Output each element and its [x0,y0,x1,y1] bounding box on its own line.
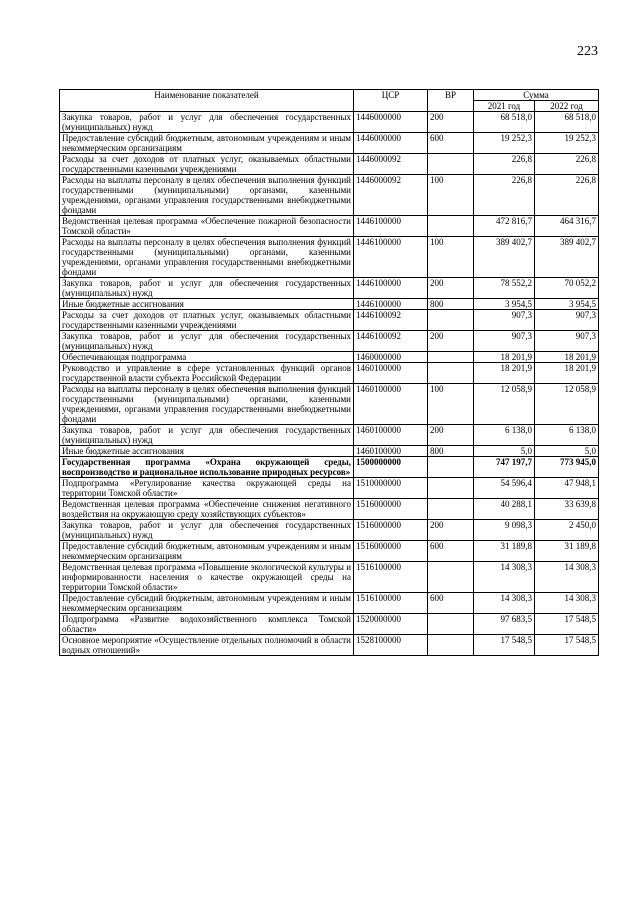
row-sum-2021: 12 058,9 [474,384,535,425]
row-vr [428,614,474,635]
row-vr [428,216,474,237]
row-vr [428,154,474,175]
row-vr: 600 [428,593,474,614]
table-row [60,635,599,656]
row-sum-2022: 18 201,9 [535,352,599,363]
row-sum-2021: 5,0 [474,446,535,457]
table-row [60,363,599,384]
row-sum-2022: 907,3 [535,310,599,331]
row-vr: 200 [428,278,474,299]
row-sum-2021: 747 197,7 [474,457,535,478]
table-row [60,133,599,154]
row-vr: 600 [428,541,474,562]
row-name: Закупка товаров, работ и услуг для обеспечения государственных (муниципальных) нужд [60,520,354,541]
row-csr: 1516000000 [354,520,428,541]
row-vr: 600 [428,133,474,154]
header-name: Наименование показателей [60,90,354,112]
row-csr: 1516000000 [354,499,428,520]
row-name: Предоставление субсидий бюджетным, автономным учреждениям и иным некоммерческим организациям [60,133,354,154]
row-csr: 1446100000 [354,299,428,310]
row-sum-2022: 33 639,8 [535,499,599,520]
row-sum-2021: 78 552,2 [474,278,535,299]
row-sum-2022: 226,8 [535,175,599,216]
row-sum-2022: 68 518,0 [535,112,599,133]
table-row [60,310,599,331]
row-csr: 1446100000 [354,216,428,237]
row-csr: 1446100000 [354,278,428,299]
table-body [60,112,599,656]
row-csr: 1460100000 [354,363,428,384]
row-name: Подпрограмма «Развитие водохозяйственного комплекса Томской области» [60,614,354,635]
row-sum-2021: 18 201,9 [474,363,535,384]
row-sum-2021: 14 308,3 [474,593,535,614]
row-csr: 1446000000 [354,112,428,133]
row-sum-2022: 14 308,3 [535,562,599,593]
row-sum-2022: 19 252,3 [535,133,599,154]
row-csr: 1446100092 [354,331,428,352]
row-sum-2022: 226,8 [535,154,599,175]
row-vr [428,635,474,656]
row-sum-2022: 17 548,5 [535,614,599,635]
header-row [60,90,599,101]
row-name: Обеспечивающая подпрограмма [60,352,354,363]
table-row [60,478,599,499]
budget-table [59,89,599,656]
row-sum-2021: 40 288,1 [474,499,535,520]
table-row [60,216,599,237]
row-sum-2021: 907,3 [474,310,535,331]
row-sum-2022: 773 945,0 [535,457,599,478]
row-vr [428,310,474,331]
row-sum-2022: 6 138,0 [535,425,599,446]
row-sum-2021: 18 201,9 [474,352,535,363]
row-csr: 1520000000 [354,614,428,635]
row-name: Основное мероприятие «Осуществление отдельных полномочий в области водных отношений» [60,635,354,656]
row-name: Иные бюджетные ассигнования [60,446,354,457]
table-row [60,352,599,363]
row-sum-2022: 47 948,1 [535,478,599,499]
row-csr: 1460100000 [354,446,428,457]
row-vr: 100 [428,237,474,278]
row-sum-2021: 907,3 [474,331,535,352]
row-vr [428,352,474,363]
row-csr: 1446000000 [354,133,428,154]
header-year-2021: 2021 год [474,101,535,112]
table-row [60,446,599,457]
row-vr [428,562,474,593]
row-sum-2021: 19 252,3 [474,133,535,154]
row-name: Ведомственная целевая программа «Повышение экологической культуры и информированности населения о качестве окружающей среды на территории Томской области» [60,562,354,593]
row-vr: 100 [428,384,474,425]
row-sum-2021: 6 138,0 [474,425,535,446]
row-name: Ведомственная целевая программа «Обеспечение пожарной безопасности Томской области» [60,216,354,237]
table-row [60,562,599,593]
row-sum-2022: 18 201,9 [535,363,599,384]
row-vr [428,363,474,384]
row-csr: 1500000000 [354,457,428,478]
table-row [60,425,599,446]
header-csr: ЦСР [354,90,428,112]
row-sum-2022: 14 308,3 [535,593,599,614]
row-sum-2022: 5,0 [535,446,599,457]
row-sum-2021: 68 518,0 [474,112,535,133]
row-csr: 1446100092 [354,310,428,331]
row-sum-2022: 907,3 [535,331,599,352]
row-sum-2021: 3 954,5 [474,299,535,310]
row-sum-2022: 12 058,9 [535,384,599,425]
row-vr: 100 [428,175,474,216]
row-csr: 1460100000 [354,425,428,446]
row-name: Расходы на выплаты персоналу в целях обеспечения выполнения функций государственными (муниципальными) органами, казенными учреждениями, органами управления государственными внебюджетными фондами [60,384,354,425]
row-sum-2022: 464 316,7 [535,216,599,237]
row-sum-2022: 31 189,8 [535,541,599,562]
row-vr: 200 [428,425,474,446]
row-name: Расходы на выплаты персоналу в целях обеспечения выполнения функций государственными (муниципальными) органами, казенными учреждениями, органами управления государственными внебюджетными фондами [60,237,354,278]
row-name: Иные бюджетные ассигнования [60,299,354,310]
row-name: Расходы за счет доходов от платных услуг, оказываемых областными государственными казенными учреждениями [60,310,354,331]
row-vr: 800 [428,299,474,310]
row-vr: 200 [428,112,474,133]
row-sum-2021: 31 189,8 [474,541,535,562]
row-sum-2021: 226,8 [474,154,535,175]
table-row [60,541,599,562]
row-sum-2022: 389 402,7 [535,237,599,278]
row-name: Предоставление субсидий бюджетным, автономным учреждениям и иным некоммерческим организациям [60,593,354,614]
row-sum-2022: 3 954,5 [535,299,599,310]
row-vr [428,478,474,499]
table-row [60,384,599,425]
row-sum-2021: 14 308,3 [474,562,535,593]
table-row [60,593,599,614]
row-name: Государственная программа «Охрана окружающей среды, воспроизводство и рациональное использование природных ресурсов» [60,457,354,478]
row-csr: 1528100000 [354,635,428,656]
table-row [60,154,599,175]
row-csr: 1516100000 [354,593,428,614]
header-year-2022: 2022 год [535,101,599,112]
row-name: Подпрограмма «Регулирование качества окружающей среды на территории Томской области» [60,478,354,499]
table-row [60,614,599,635]
table-row [60,331,599,352]
row-sum-2021: 97 683,5 [474,614,535,635]
page-number: 223 [577,44,598,59]
row-vr: 200 [428,331,474,352]
table-row [60,112,599,133]
row-name: Закупка товаров, работ и услуг для обеспечения государственных (муниципальных) нужд [60,331,354,352]
row-sum-2021: 17 548,5 [474,635,535,656]
table-row [60,175,599,216]
row-name: Закупка товаров, работ и услуг для обеспечения государственных (муниципальных) нужд [60,112,354,133]
row-name: Руководство и управление в сфере установленных функций органов государственной власти субъекта Российской Федерации [60,363,354,384]
row-name: Расходы за счет доходов от платных услуг, оказываемых областными государственными казенными учреждениями [60,154,354,175]
header-sum: Сумма [474,90,599,101]
row-csr: 1446100000 [354,237,428,278]
row-sum-2021: 472 816,7 [474,216,535,237]
row-name: Расходы на выплаты персоналу в целях обеспечения выполнения функций государственными (муниципальными) органами, казенными учреждениями, органами управления государственными внебюджетными фондами [60,175,354,216]
row-sum-2021: 9 098,3 [474,520,535,541]
row-vr: 200 [428,520,474,541]
row-csr: 1446000092 [354,175,428,216]
row-sum-2021: 54 596,4 [474,478,535,499]
table-row [60,299,599,310]
row-csr: 1510000000 [354,478,428,499]
table-row [60,520,599,541]
row-csr: 1516000000 [354,541,428,562]
row-csr: 1516100000 [354,562,428,593]
row-vr [428,499,474,520]
table-row [60,457,599,478]
table-row [60,499,599,520]
row-name: Закупка товаров, работ и услуг для обеспечения государственных (муниципальных) нужд [60,425,354,446]
table-row [60,278,599,299]
row-sum-2022: 17 548,5 [535,635,599,656]
header-vr: ВР [428,90,474,112]
row-csr: 1460100000 [354,384,428,425]
row-csr: 1446000092 [354,154,428,175]
row-sum-2021: 389 402,7 [474,237,535,278]
row-name: Предоставление субсидий бюджетным, автономным учреждениям и иным некоммерческим организациям [60,541,354,562]
row-vr [428,457,474,478]
row-sum-2022: 70 052,2 [535,278,599,299]
row-csr: 1460000000 [354,352,428,363]
row-name: Ведомственная целевая программа «Обеспечение снижения негативного воздействия на окружающую среду хозяйствующих субъектов» [60,499,354,520]
row-name: Закупка товаров, работ и услуг для обеспечения государственных (муниципальных) нужд [60,278,354,299]
row-sum-2022: 2 450,0 [535,520,599,541]
row-sum-2021: 226,8 [474,175,535,216]
table-row [60,237,599,278]
row-vr: 800 [428,446,474,457]
